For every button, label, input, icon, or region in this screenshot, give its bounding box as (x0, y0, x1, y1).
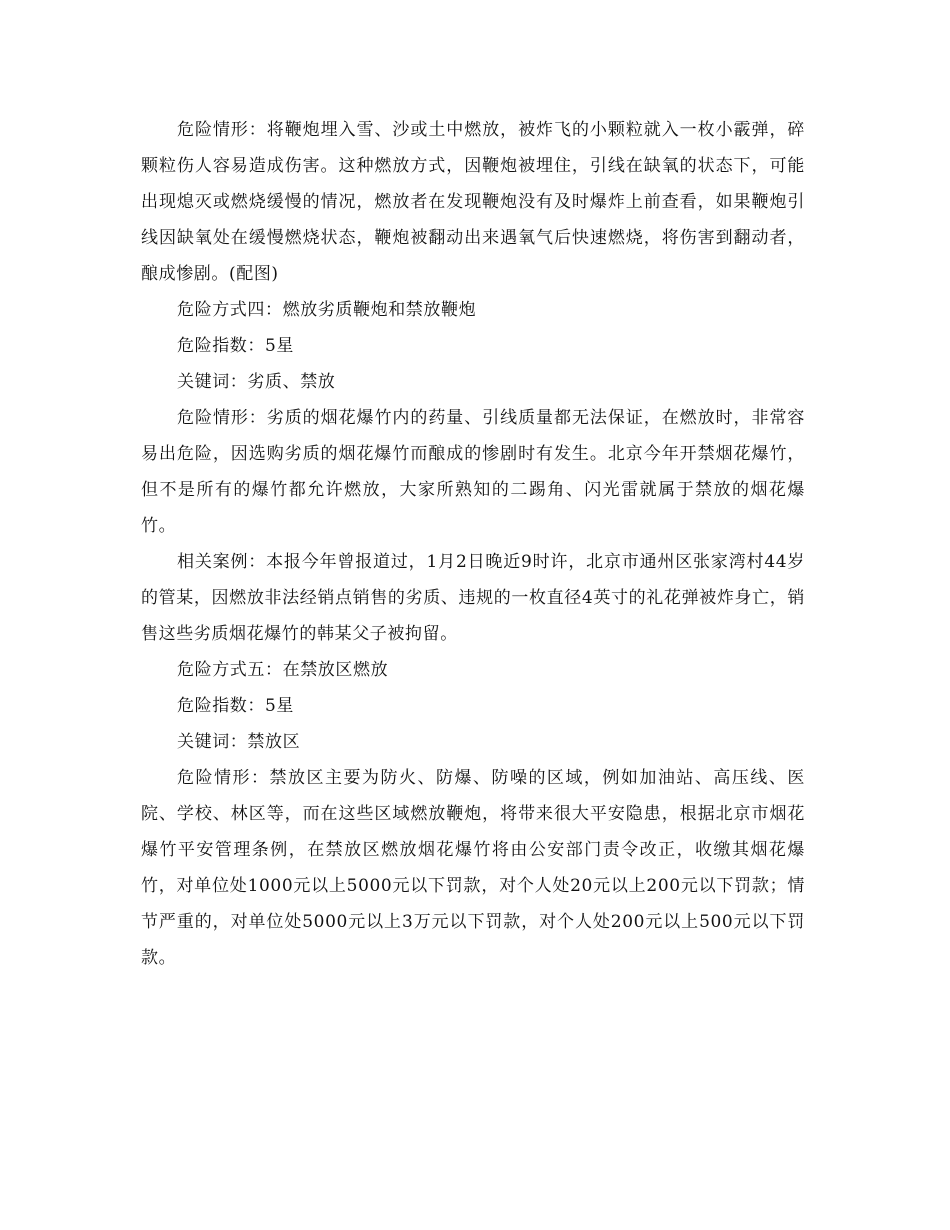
keywords-four: 关键词：劣质、禁放 (177, 372, 336, 392)
paragraph-danger-forbidden-zone: 危险情形：禁放区主要为防火、防爆、防噪的区域，例如加油站、高压线、医院、学校、林区等，而在这些区域燃放鞭炮，将带来很大平安隐患，根据北京市烟花爆竹平安管理条例，在禁放区燃放烟花爆竹将由公安部门责令改正，收缴其烟花爆竹，对单位处1000元以上5000元以下罚款，对个人处20元以上200元以下罚款；情节严重的，对单位处5000元以上3万元以下罚款，对个人处200元以上500元以下罚款。 (141, 768, 805, 968)
heading-danger-mode-four: 危险方式四：燃放劣质鞭炮和禁放鞭炮 (177, 300, 477, 320)
paragraph-related-case: 相关案例：本报今年曾报道过，1月2日晚近9时许，北京市通州区张家湾村44岁的管某，因燃放非法经销点销售的劣质、违规的一枚直径4英寸的礼花弹被炸身亡，销售这些劣质烟花爆竹的韩某父子被拘留。 (141, 552, 805, 644)
danger-index-four: 危险指数：5星 (177, 336, 295, 356)
paragraph-danger-buried: 危险情形：将鞭炮埋入雪、沙或土中燃放，被炸飞的小颗粒就入一枚小霰弹，碎颗粒伤人容易造成伤害。这种燃放方式，因鞭炮被埋住，引线在缺氧的状态下，可能出现熄灭或燃烧缓慢的情况，燃放者在发现鞭炮没有及时爆炸上前查看，如果鞭炮引线因缺氧处在缓慢燃烧状态，鞭炮被翻动出来遇氧气后快速燃烧，将伤害到翻动者，酿成惨剧。(配图) (141, 120, 805, 284)
paragraph-danger-inferior: 危险情形：劣质的烟花爆竹内的药量、引线质量都无法保证，在燃放时，非常容易出危险，因选购劣质的烟花爆竹而酿成的惨剧时有发生。北京今年开禁烟花爆竹，但不是所有的爆竹都允许燃放，大家所熟知的二踢角、闪光雷就属于禁放的烟花爆竹。 (141, 408, 805, 536)
danger-index-five: 危险指数：5星 (177, 696, 295, 716)
heading-danger-mode-five: 危险方式五：在禁放区燃放 (177, 660, 389, 680)
keywords-five: 关键词：禁放区 (177, 732, 301, 752)
document-body (141, 112, 805, 976)
